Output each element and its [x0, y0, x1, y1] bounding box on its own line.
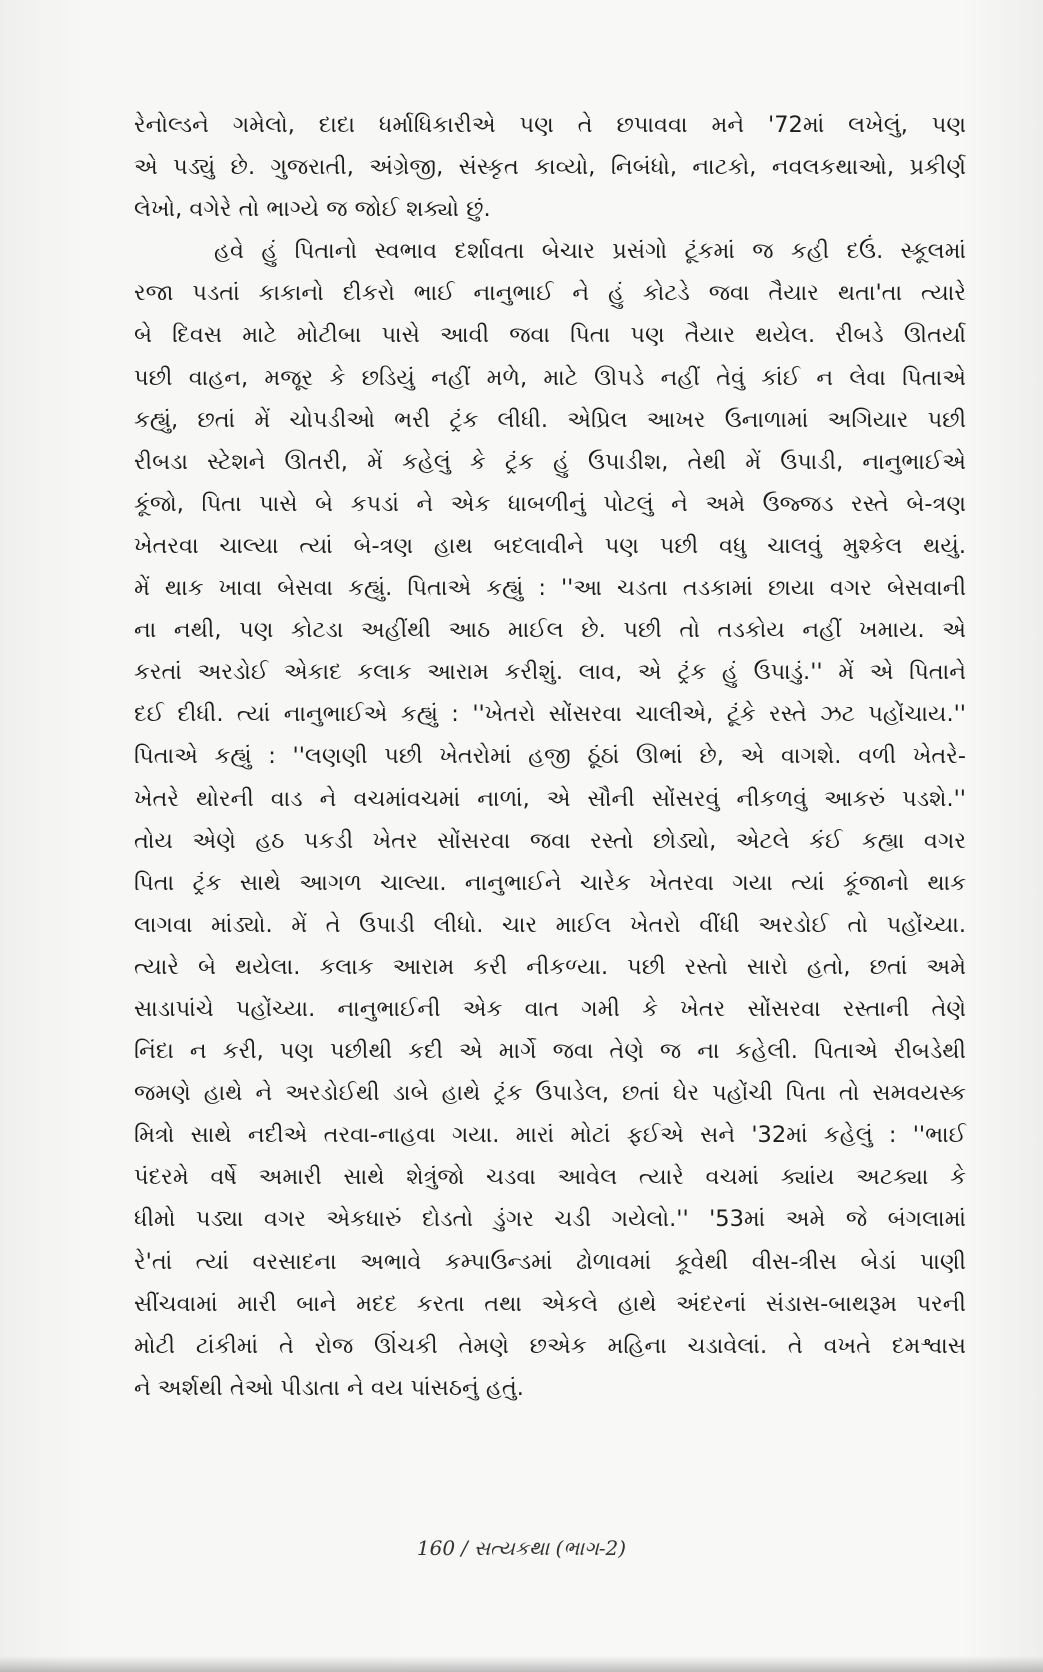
text-line: રેનોલ્ડને ગમેલો, દાદા ધર્માધિકારીએ પણ તે છપાવવા મને '72માં લખેલું, પણ [134, 112, 966, 138]
text-line: ધીમો પડ્યા વગર એકધારું દોડતો ડુંગર ચડી ગયેલો.'' '53માં અમે જે બંગલામાં [134, 1206, 966, 1233]
page-footer [0, 1536, 1043, 1560]
text-line: મોટી ટાંકીમાં તે રોજ ઊંચકી તેમણે છએક મહિના ચડાવેલાં. તે વખતે દમશ્વાસ [134, 1332, 966, 1359]
text-line: ત્યારે બે થયેલા. કલાક આરામ કરી નીકળ્યા. પછી રસ્તો સારો હતો, છતાં અમે [134, 953, 966, 980]
text-line: સાડાપાંચે પહોંચ્યા. નાનુભાઈની એક વાત ગમી કે ખેતર સોંસરવા રસ્તાની તેણે [134, 995, 966, 1022]
text-line: પિતાએ કહ્યું : ''લણણી પછી ખેતરોમાં હજી ઠૂંઠાં ઊભાં છે, એ વાગશે. વળી ખેતરે- [134, 743, 966, 770]
footer-separator: / [461, 1536, 468, 1560]
text-line: પંદરમે વર્ષે અમારી સાથે શેત્રુંજો ચડવા આવેલ ત્યારે વચમાં ક્યાંય અટક્યા કે [134, 1164, 966, 1191]
text-line: ને અર્શથી તેઓ પીડાતા ને વય પાંસઠનું હતું. [134, 1374, 524, 1401]
text-line: ખેતરે થોરની વાડ ને વચમાંવચમાં નાળાં, એ સૌની સોંસરવું નીકળવું આકરું પડશે.'' [134, 785, 966, 812]
text-line: કૂંજો, પિતા પાસે બે કપડાં ને એક ધાબળીનું પોટલું ને અમે ઉજ્જડ રસ્તે બે-ત્રણ [134, 490, 966, 517]
text-line: રીબડા સ્ટેશને ઊતરી, મેં કહેલું કે ટ્રંક હું ઉપાડીશ, તેથી મેં ઉપાડી, નાનુભાઈએ [134, 448, 966, 475]
text-line: ના નથી, પણ કોટડા અહીંથી આઠ માઈલ છે. પછી તો તડકોય નહીં ખમાય. એ [134, 617, 966, 644]
text-line: હવે હું પિતાનો સ્વભાવ દર્શાવતા બેચાર પ્રસંગો ટૂંકમાં જ કહી દઉં. સ્કૂલમાં [214, 238, 966, 265]
paragraph [134, 104, 966, 230]
text-line: રે'તાં ત્યાં વરસાદના અભાવે કમ્પાઉન્ડમાં ઢોળાવમાં કૂવેથી વીસ-ત્રીસ બેડાં પાણી [134, 1248, 966, 1275]
text-line: મિત્રો સાથે નદીએ તરવા-નાહવા ગયા. મારાં મોટાં ફઈએ સને '32માં કહેલું : ''ભાઈ [134, 1122, 966, 1149]
text-line: દઈ દીધી. ત્યાં નાનુભાઈએ કહ્યું : ''ખેતરો સોંસરવા ચાલીએ, ટૂંકે રસ્તે ઝટ પહોંચાય.'' [134, 701, 966, 728]
text-line: ખેતરવા ચાલ્યા ત્યાં બે-ત્રણ હાથ બદલાવીને પણ પછી વધુ ચાલવું મુશ્કેલ થયું. [134, 532, 966, 559]
body-text [134, 104, 966, 1409]
text-line: નિંદા ન કરી, પણ પછીથી કદી એ માર્ગે જવા તેણે જ ના કહેલી. પિતાએ રીબડેથી [134, 1038, 966, 1065]
text-line: એ પડ્યું છે. ગુજરાતી, અંગ્રેજી, સંસ્કૃત કાવ્યો, નિબંધો, નાટકો, નવલકથાઓ, પ્રકીર્ણ [134, 154, 966, 181]
page-number: 160 [416, 1536, 456, 1560]
scan-edge-shadow [0, 1656, 1043, 1672]
text-line: સીંચવામાં મારી બાને મદદ કરતા તથા એકલે હાથે અંદરનાં સંડાસ-બાથરૂમ પરની [134, 1290, 966, 1317]
text-line: પિતા ટ્રંક સાથે આગળ ચાલ્યા. નાનુભાઈને ચારેક ખેતરવા ગયા ત્યાં કૂંજાનો થાક [134, 869, 966, 896]
text-line: બે દિવસ માટે મોટીબા પાસે આવી જવા પિતા પણ તૈયાર થયેલ. રીબડે ઊતર્યા [134, 322, 966, 349]
text-line: પછી વાહન, મજૂર કે છડિયું નહીં મળે, માટે ઊપડે નહીં તેવું કાંઈ ન લેવા પિતાએ [134, 364, 966, 391]
book-title: સત્યકથા (ભાગ-2) [473, 1536, 627, 1560]
text-line: લાગવા માંડ્યો. મેં તે ઉપાડી લીધો. ચાર માઈલ ખેતરો વીંધી અરડોઈ તો પહોંચ્યા. [134, 911, 966, 938]
text-line: જમણે હાથે ને અરડોઈથી ડાબે હાથે ટ્રંક ઉપાડેલ, છતાં ઘેર પહોંચી પિતા તો સમવયસ્ક [134, 1080, 966, 1107]
paragraph [134, 230, 966, 1409]
text-line: મેં થાક ખાવા બેસવા કહ્યું. પિતાએ કહ્યું : ''આ ચડતા તડકામાં છાયા વગર બેસવાની [134, 575, 966, 602]
text-line: કરતાં અરડોઈ એકાદ કલાક આરામ કરીશું. લાવ, એ ટ્રંક હું ઉપાડું.'' મેં એ પિતાને [134, 659, 966, 686]
text-line: લેખો, વગેરે તો ભાગ્યે જ જોઈ શક્યો છું. [134, 196, 491, 223]
text-line: કહ્યું, છતાં મેં ચોપડીઓ ભરી ટ્રંક લીધી. એપ્રિલ આખર ઉનાળામાં અગિયાર પછી [134, 406, 966, 433]
text-line: રજા પડતાં કાકાનો દીકરો ભાઈ નાનુભાઈ ને હું કોટડે જવા તૈયાર થતા'તા ત્યારે [134, 280, 966, 307]
text-line: તોય એણે હઠ પકડી ખેતર સોંસરવા જવા રસ્તો છોડ્યો, એટલે કંઈ કહ્યા વગર [134, 827, 966, 854]
